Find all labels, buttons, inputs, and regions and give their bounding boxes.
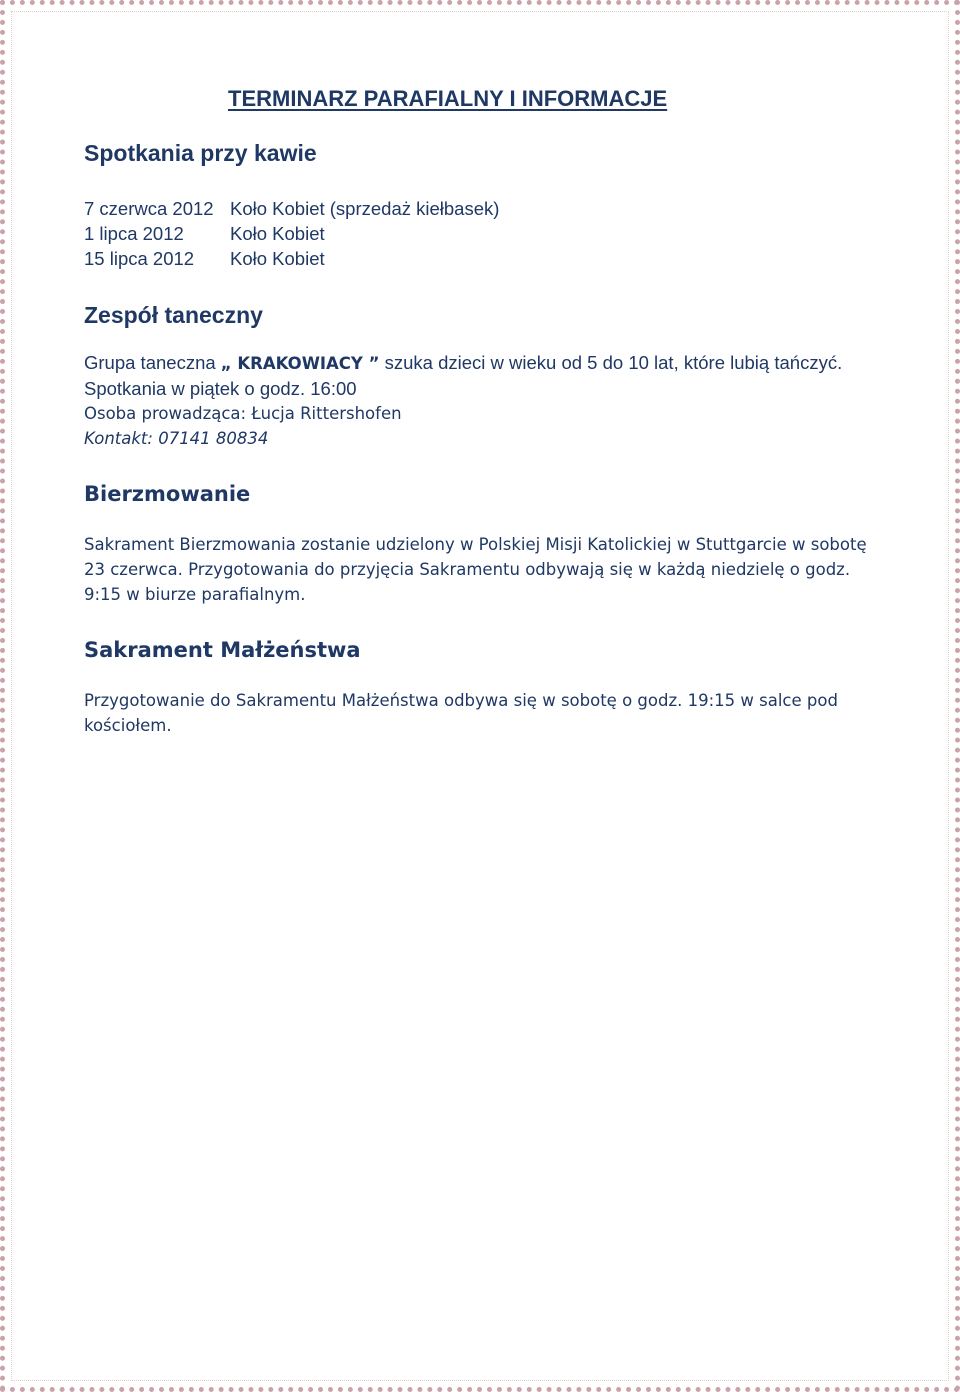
dance-section-body	[84, 350, 884, 451]
confirmation-text: Sakrament Bierzmowania zostanie udzielony w Polskiej Misji Katolickiej w Stuttgarcie w sobotę 23 czerwca. Przygotowania do przyjęcia Sakramentu odbywają się w każdą niedzielę o godz. 9:15 w biurze parafialnym.	[84, 535, 867, 604]
schedule-event: Koło Kobiet	[230, 223, 325, 244]
coffee-schedule-list	[84, 196, 499, 271]
dance-description-suffix: szuka dzieci w wieku od 5 do 10 lat, które lubią tańczyć. Spotkania w piątek o godz. 16:00	[84, 352, 843, 399]
dance-description	[84, 350, 884, 401]
dance-description-prefix: Grupa taneczna	[84, 352, 221, 373]
marriage-heading: Sakrament Małżeństwa	[84, 638, 361, 662]
coffee-heading: Spotkania przy kawie	[84, 140, 317, 166]
dance-leader: Osoba prowadząca: Łucja Rittershofen	[84, 404, 402, 423]
schedule-date: 1 lipca 2012	[84, 223, 184, 244]
schedule-date: 7 czerwca 2012	[84, 198, 214, 219]
schedule-date: 15 lipca 2012	[84, 248, 195, 269]
coffee-schedule-item	[84, 196, 499, 221]
schedule-event: Koło Kobiet	[230, 248, 325, 269]
coffee-schedule-item	[84, 246, 499, 271]
marriage-text: Przygotowanie do Sakramentu Małżeństwa odbywa się w sobotę o godz. 19:15 w salce pod kościołem.	[84, 691, 838, 735]
group-name: „ KRAKOWIACY ”	[220, 354, 380, 373]
page-title: TERMINARZ PARAFIALNY I INFORMACJE	[228, 86, 668, 111]
dance-contact: Kontakt: 07141 80834	[84, 429, 269, 448]
coffee-schedule-item	[84, 221, 499, 246]
confirmation-heading: Bierzmowanie	[84, 482, 251, 506]
schedule-event: Koło Kobiet (sprzedaż kiełbasek)	[230, 198, 500, 219]
dance-heading: Zespół taneczny	[84, 302, 263, 328]
